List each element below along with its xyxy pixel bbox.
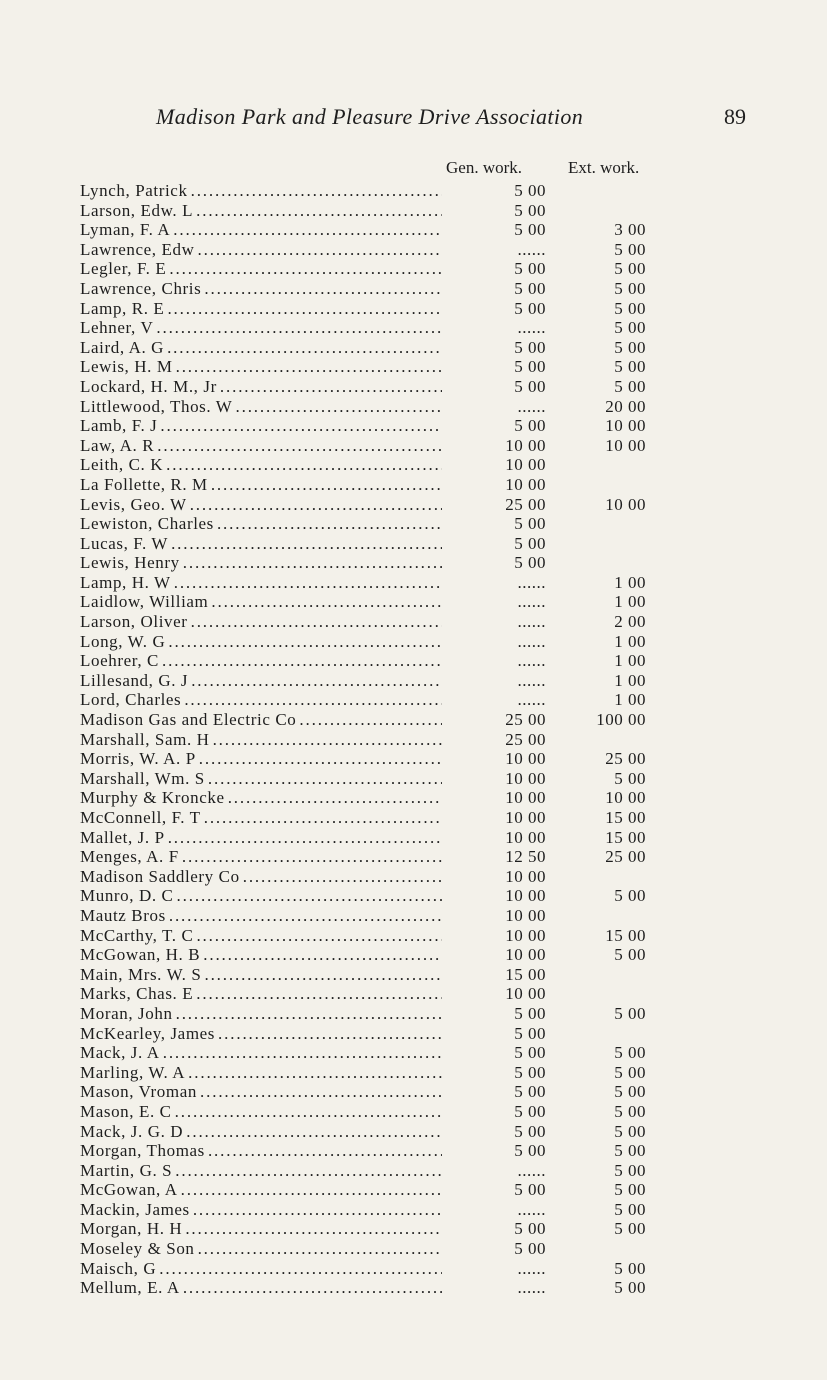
page-header-title: Madison Park and Pleasure Drive Association <box>156 104 584 129</box>
ext-work-amount: 5 00 <box>614 278 646 298</box>
subscriber-name: McGowan, A . . . <box>80 1180 442 1200</box>
list-item <box>80 1259 680 1279</box>
ext-work-amount: 1 00 <box>614 631 646 651</box>
list-item <box>80 926 680 946</box>
gen-work-amount: 5 00 <box>514 220 546 240</box>
subscriber-name: Morgan, Thomas . . . <box>80 1141 442 1161</box>
gen-work-amount: 5 00 <box>514 259 546 279</box>
list-item <box>80 945 680 965</box>
ext-work-amount: 5 00 <box>614 376 646 396</box>
ext-work-amount: 1 00 <box>614 670 646 690</box>
list-item <box>80 984 680 1004</box>
gen-work-amount: 10 00 <box>505 866 546 886</box>
gen-work-amount: 5 00 <box>514 1121 546 1141</box>
gen-work-amount: 5 00 <box>514 1219 546 1239</box>
subscriber-name: Moran, John . . . <box>80 1004 442 1024</box>
ext-work-amount: 15 00 <box>605 925 646 945</box>
subscriber-name: McGowan, H. B . . . <box>80 945 442 965</box>
subscriber-name: Munro, D. C . . . <box>80 886 442 906</box>
gen-work-amount: 5 00 <box>514 1003 546 1023</box>
list-item <box>80 847 680 867</box>
ext-work-amount: 5 00 <box>614 1101 646 1121</box>
ext-work-amount: 10 00 <box>605 435 646 455</box>
subscriber-name: La Follette, R. M . . . <box>80 475 442 495</box>
ext-work-amount: 5 00 <box>614 1180 646 1200</box>
list-item <box>80 788 680 808</box>
gen-work-amount: 5 00 <box>514 1101 546 1121</box>
subscriber-name: Morris, W. A. P . . . <box>80 749 442 769</box>
list-item <box>80 1200 680 1220</box>
ext-work-amount: 20 00 <box>605 396 646 416</box>
list-item <box>80 279 680 299</box>
gen-work-amount: 10 00 <box>505 788 546 808</box>
ext-work-amount: 10 00 <box>605 416 646 436</box>
subscriber-name: Littlewood, Thos. W . . . <box>80 397 442 417</box>
subscriber-name: Lyman, F. A . . . <box>80 220 442 240</box>
subscriber-name: Marks, Chas. E . . . <box>80 984 442 1004</box>
ext-work-amount: 5 00 <box>614 337 646 357</box>
list-item <box>80 514 680 534</box>
gen-work-amount: ...... <box>517 612 546 632</box>
subscriber-name: Lewis, Henry . . . <box>80 553 442 573</box>
list-item <box>80 201 680 221</box>
list-item <box>80 318 680 338</box>
list-item <box>80 1239 680 1259</box>
subscriber-name: Moseley & Son . . . <box>80 1239 442 1259</box>
gen-work-amount: 5 00 <box>514 533 546 553</box>
ext-work-amount: 5 00 <box>614 259 646 279</box>
list-item <box>80 259 680 279</box>
gen-work-amount: 5 00 <box>514 416 546 436</box>
gen-work-amount: 5 00 <box>514 357 546 377</box>
list-item <box>80 1141 680 1161</box>
gen-work-amount: 10 00 <box>505 886 546 906</box>
ext-work-amount: 5 00 <box>614 1141 646 1161</box>
subscriber-name: Madison Saddlery Co . . . <box>80 867 442 887</box>
ext-work-amount: 15 00 <box>605 827 646 847</box>
list-item <box>80 886 680 906</box>
ext-work-amount: 25 00 <box>605 847 646 867</box>
ext-work-amount: 1 00 <box>614 592 646 612</box>
ext-work-amount: 5 00 <box>614 1278 646 1298</box>
subscriber-name: Larson, Oliver . . . <box>80 612 442 632</box>
gen-work-amount: 5 00 <box>514 376 546 396</box>
gen-work-amount: 10 00 <box>505 749 546 769</box>
ext-work-amount: 5 00 <box>614 1160 646 1180</box>
gen-work-amount: ...... <box>517 1258 546 1278</box>
gen-work-amount: 10 00 <box>505 905 546 925</box>
subscriber-name: Mack, J. G. D . . . <box>80 1122 442 1142</box>
list-item <box>80 808 680 828</box>
ext-work-amount: 5 00 <box>614 1082 646 1102</box>
subscriber-name: Levis, Geo. W . . . <box>80 495 442 515</box>
subscriber-name: Maisch, G . . . <box>80 1259 442 1279</box>
ext-work-amount: 1 00 <box>614 690 646 710</box>
gen-work-amount: 5 00 <box>514 181 546 200</box>
subscriber-name: Marling, W. A . . . <box>80 1063 442 1083</box>
subscriber-name: McConnell, F. T . . . <box>80 808 442 828</box>
subscriber-name: Marshall, Sam. H . . . <box>80 730 442 750</box>
ext-work-amount: 5 00 <box>614 1003 646 1023</box>
list-item <box>80 1219 680 1239</box>
ext-work-amount: 5 00 <box>614 1062 646 1082</box>
list-item <box>80 965 680 985</box>
ext-work-amount: 5 00 <box>614 1258 646 1278</box>
subscriber-name: Martin, G. S . . . <box>80 1161 442 1181</box>
list-item <box>80 612 680 632</box>
gen-work-amount: 5 00 <box>514 553 546 573</box>
gen-work-amount: 15 00 <box>505 964 546 984</box>
list-item <box>80 1278 680 1298</box>
list-item <box>80 475 680 495</box>
gen-work-amount: 5 00 <box>514 1082 546 1102</box>
ext-work-amount: 5 00 <box>614 945 646 965</box>
gen-work-amount: ...... <box>517 239 546 259</box>
gen-work-amount: ...... <box>517 396 546 416</box>
ext-work-amount: 5 00 <box>614 768 646 788</box>
gen-work-amount: ...... <box>517 1160 546 1180</box>
subscriber-name: Lamp, H. W . . . <box>80 573 442 593</box>
gen-work-amount: 5 00 <box>514 337 546 357</box>
subscriber-name: Madison Gas and Electric Co . . . <box>80 710 442 730</box>
list-item <box>80 397 680 417</box>
gen-work-amount: ...... <box>517 592 546 612</box>
gen-work-amount: ...... <box>517 690 546 710</box>
subscriber-name: Mautz Bros . . . <box>80 906 442 926</box>
ext-work-amount: 5 00 <box>614 1043 646 1063</box>
gen-work-amount: 10 00 <box>505 435 546 455</box>
subscriber-name: Lamb, F. J . . . <box>80 416 442 436</box>
subscriber-name: Main, Mrs. W. S . . . <box>80 965 442 985</box>
subscriber-name: Loehrer, C . . . <box>80 651 442 671</box>
ext-work-amount: 5 00 <box>614 1199 646 1219</box>
subscriber-name: Lynch, Patrick . . . <box>80 181 442 201</box>
subscriber-name: Mallet, J. P . . . <box>80 828 442 848</box>
list-item <box>80 1082 680 1102</box>
list-item <box>80 1043 680 1063</box>
list-item <box>80 867 680 887</box>
subscriber-name: Legler, F. E . . . <box>80 259 442 279</box>
gen-work-amount: 5 00 <box>514 1239 546 1259</box>
subscriber-name: Lewis, H. M . . . <box>80 357 442 377</box>
list-item <box>80 1024 680 1044</box>
gen-work-amount: ...... <box>517 1199 546 1219</box>
gen-work-amount: 10 00 <box>505 474 546 494</box>
subscriber-name: Lord, Charles . . . <box>80 690 442 710</box>
list-item <box>80 906 680 926</box>
subscriber-name: Larson, Edw. L . . . <box>80 201 442 221</box>
list-item <box>80 338 680 358</box>
ext-work-amount: 1 00 <box>614 651 646 671</box>
list-item <box>80 299 680 319</box>
gen-work-amount: 25 00 <box>505 494 546 514</box>
subscriber-name: Menges, A. F . . . <box>80 847 442 867</box>
list-item <box>80 377 680 397</box>
gen-work-amount: 10 00 <box>505 984 546 1004</box>
list-item <box>80 710 680 730</box>
list-item <box>80 730 680 750</box>
gen-work-amount: 10 00 <box>505 827 546 847</box>
list-item <box>80 357 680 377</box>
list-item <box>80 1161 680 1181</box>
subscriber-name: Lawrence, Chris . . . <box>80 279 442 299</box>
subscriber-name: Lawrence, Edw . . . <box>80 240 442 260</box>
ext-work-amount: 5 00 <box>614 318 646 338</box>
subscriber-name: Mackin, James . . . <box>80 1200 442 1220</box>
subscriber-name: Law, A. R . . . <box>80 436 442 456</box>
list-item <box>80 1122 680 1142</box>
subscriber-name: McCarthy, T. C . . . <box>80 926 442 946</box>
subscriber-list <box>80 181 680 1298</box>
subscriber-name: Mellum, E. A . . . <box>80 1278 442 1298</box>
subscriber-name: Leith, C. K . . . <box>80 455 442 475</box>
list-item <box>80 690 680 710</box>
subscriber-name: Laird, A. G . . . <box>80 338 442 358</box>
subscriber-name: Mack, J. A . . . <box>80 1043 442 1063</box>
gen-work-amount: 10 00 <box>505 925 546 945</box>
column-header-gen-work: Gen. work. <box>446 158 523 177</box>
subscriber-name: Lewiston, Charles . . . <box>80 514 442 534</box>
subscriber-name: Marshall, Wm. S . . . <box>80 769 442 789</box>
gen-work-amount: 5 00 <box>514 1180 546 1200</box>
gen-work-amount: ...... <box>517 1278 546 1298</box>
ext-work-amount: 1 00 <box>614 572 646 592</box>
gen-work-amount: 5 00 <box>514 1141 546 1161</box>
ext-work-amount: 100 00 <box>596 710 646 730</box>
gen-work-amount: 5 00 <box>514 298 546 318</box>
list-item <box>80 1004 680 1024</box>
list-item <box>80 495 680 515</box>
list-item <box>80 1063 680 1083</box>
gen-work-amount: 10 00 <box>505 808 546 827</box>
gen-work-amount: ...... <box>517 572 546 592</box>
list-item <box>80 671 680 691</box>
ext-work-amount: 10 00 <box>605 788 646 808</box>
list-item <box>80 1180 680 1200</box>
column-header-ext-work: Ext. work. <box>568 158 640 177</box>
list-item <box>80 573 680 593</box>
subscriber-name: Mason, E. C . . . <box>80 1102 442 1122</box>
subscriber-name: Mason, Vroman . . . <box>80 1082 442 1102</box>
ext-work-amount: 5 00 <box>614 1219 646 1239</box>
list-item <box>80 240 680 260</box>
list-item <box>80 769 680 789</box>
ext-work-amount: 5 00 <box>614 239 646 259</box>
gen-work-amount: 5 00 <box>514 514 546 534</box>
list-item <box>80 220 680 240</box>
gen-work-amount: ...... <box>517 651 546 671</box>
gen-work-amount: 5 00 <box>514 1023 546 1043</box>
subscriber-name: Lillesand, G. J . . . <box>80 671 442 691</box>
list-item <box>80 632 680 652</box>
gen-work-amount: 5 00 <box>514 278 546 298</box>
gen-work-amount: 5 00 <box>514 1043 546 1063</box>
page-number: 89 <box>724 104 746 129</box>
gen-work-amount: 10 00 <box>505 945 546 965</box>
ext-work-amount: 25 00 <box>605 749 646 769</box>
ext-work-amount: 5 00 <box>614 1121 646 1141</box>
list-item <box>80 1102 680 1122</box>
subscriber-name: Lamp, R. E . . . <box>80 299 442 319</box>
list-item <box>80 436 680 456</box>
gen-work-amount: 25 00 <box>505 710 546 730</box>
ext-work-amount: 3 00 <box>614 220 646 240</box>
gen-work-amount: ...... <box>517 631 546 651</box>
list-item <box>80 651 680 671</box>
ext-work-amount: 5 00 <box>614 357 646 377</box>
list-item <box>80 749 680 769</box>
subscriber-name: Morgan, H. H . . . <box>80 1219 442 1239</box>
list-item <box>80 592 680 612</box>
gen-work-amount: 5 00 <box>514 1062 546 1082</box>
subscriber-name: Lockard, H. M., Jr . . . <box>80 377 442 397</box>
ext-work-amount: 5 00 <box>614 886 646 906</box>
ext-work-amount: 10 00 <box>605 494 646 514</box>
subscriber-name: McKearley, James . . . <box>80 1024 442 1044</box>
gen-work-amount: 12 50 <box>505 847 546 867</box>
gen-work-amount: ...... <box>517 318 546 338</box>
subscriber-name: Lucas, F. W . . . <box>80 534 442 554</box>
subscriber-name: Lehner, V . . . <box>80 318 442 338</box>
gen-work-amount: ...... <box>517 670 546 690</box>
ext-work-amount: 15 00 <box>605 808 646 827</box>
list-item <box>80 553 680 573</box>
ext-work-amount: 2 00 <box>614 612 646 632</box>
gen-work-amount: 10 00 <box>505 768 546 788</box>
gen-work-amount: 10 00 <box>505 455 546 475</box>
list-item <box>80 534 680 554</box>
subscriber-name: Laidlow, William . . . <box>80 592 442 612</box>
subscriber-name: Long, W. G . . . <box>80 632 442 652</box>
list-item <box>80 181 680 201</box>
ext-work-amount: 5 00 <box>614 298 646 318</box>
subscriber-name: Murphy & Kroncke . . . <box>80 788 442 808</box>
list-item <box>80 828 680 848</box>
gen-work-amount: 5 00 <box>514 200 546 220</box>
gen-work-amount: 25 00 <box>505 729 546 749</box>
list-item <box>80 416 680 436</box>
list-item <box>80 455 680 475</box>
